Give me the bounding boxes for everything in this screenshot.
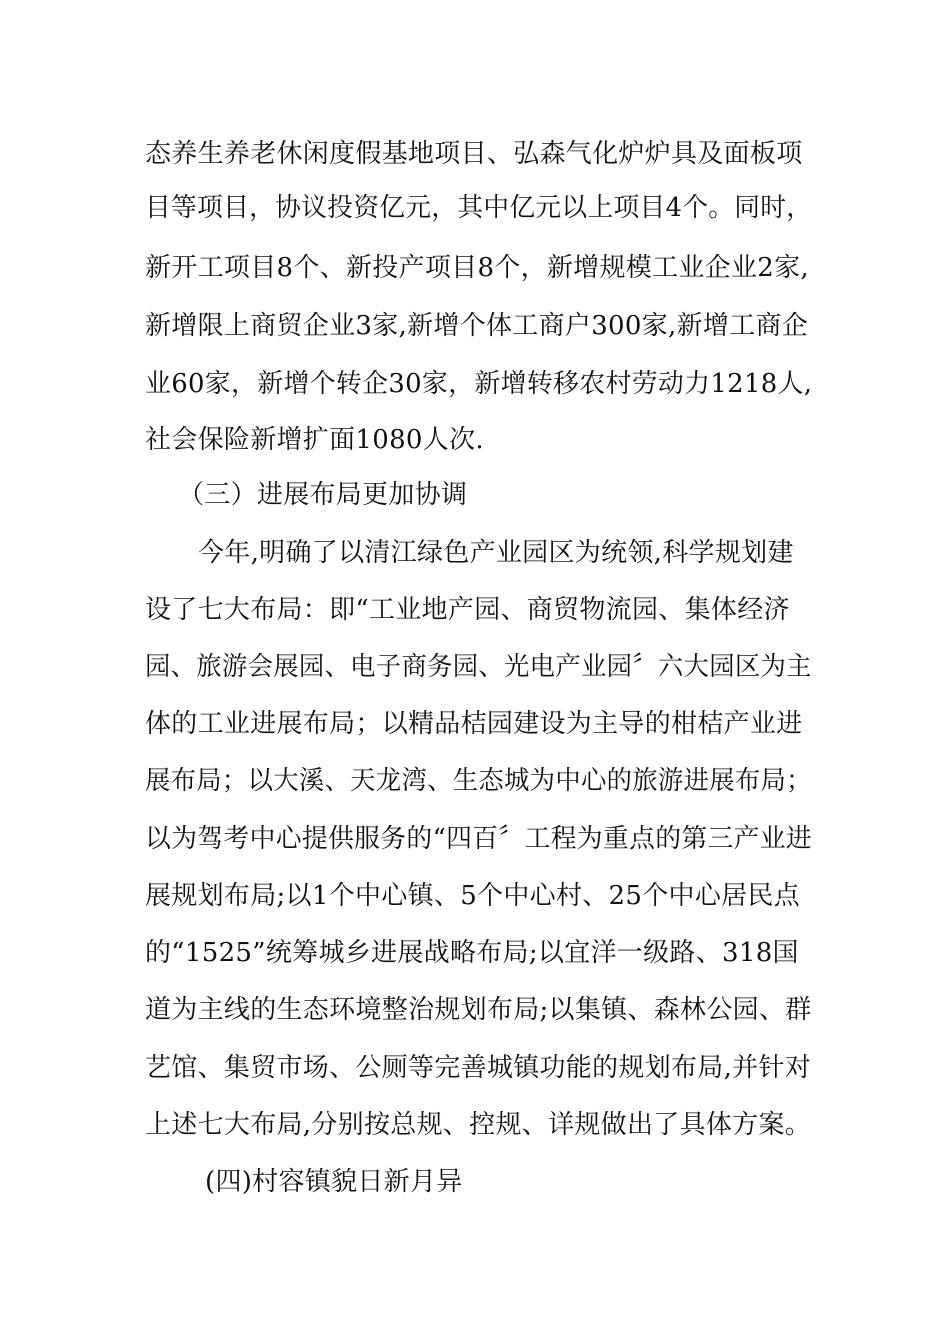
- text-line-12: 展布局；以大溪、天龙湾、生态城为中心的旅游进展布局；: [145, 766, 812, 796]
- section-heading-3: （三）进展布局更加协调: [178, 480, 468, 510]
- text-line-11: 体的工业进展布局；以精品桔园建设为主导的柑桔产业进: [145, 709, 803, 739]
- text-line-14: 展规划布局;以1个中心镇、5个中心村、25个中心居民点: [145, 881, 801, 911]
- text-line-4: 新增限上商贸企业3家,新增个体工商户300家,新增工商企: [145, 311, 809, 341]
- text-line-8: 今年,明确了以清江绿色产业园区为统领,科学规划建: [198, 538, 794, 568]
- text-line-6: 社会保险新增扩面1080人次.: [145, 425, 484, 455]
- text-line-10: 园、旅游会展园、电子商务园、光电产业园〞六大园区为主: [145, 652, 812, 682]
- text-line-3: 新开工项目8个、新投产项目8个，新增规模工业企业2家,: [145, 253, 809, 283]
- text-line-9: 设了七大布局：即“工业地产园、商贸物流园、集体经济: [145, 595, 790, 625]
- text-line-18: 上述七大布局,分别按总规、控规、详规做出了具体方案。: [145, 1110, 812, 1140]
- text-line-1: 态养生养老休闲度假基地项目、弘森气化炉炉具及面板项: [145, 139, 803, 169]
- text-line-17: 艺馆、集贸市场、公厕等完善城镇功能的规划布局,并针对: [145, 1053, 812, 1083]
- text-line-16: 道为主线的生态环境整治规划布局;以集镇、森林公园、群: [145, 995, 812, 1025]
- text-line-15: 的“1525”统筹城乡进展战略布局;以宜洋一级路、318国: [145, 938, 799, 968]
- text-line-2: 目等项目，协议投资亿元，其中亿元以上项目4个。同时，: [145, 193, 813, 223]
- section-heading-4: (四)村容镇貌日新月异: [205, 1167, 463, 1197]
- text-line-5: 业60家，新增个转企30家，新增转移农村劳动力1218人,: [145, 369, 813, 399]
- text-line-13: 以为驾考中心提供服务的“四百〞工程为重点的第三产业进: [145, 824, 813, 854]
